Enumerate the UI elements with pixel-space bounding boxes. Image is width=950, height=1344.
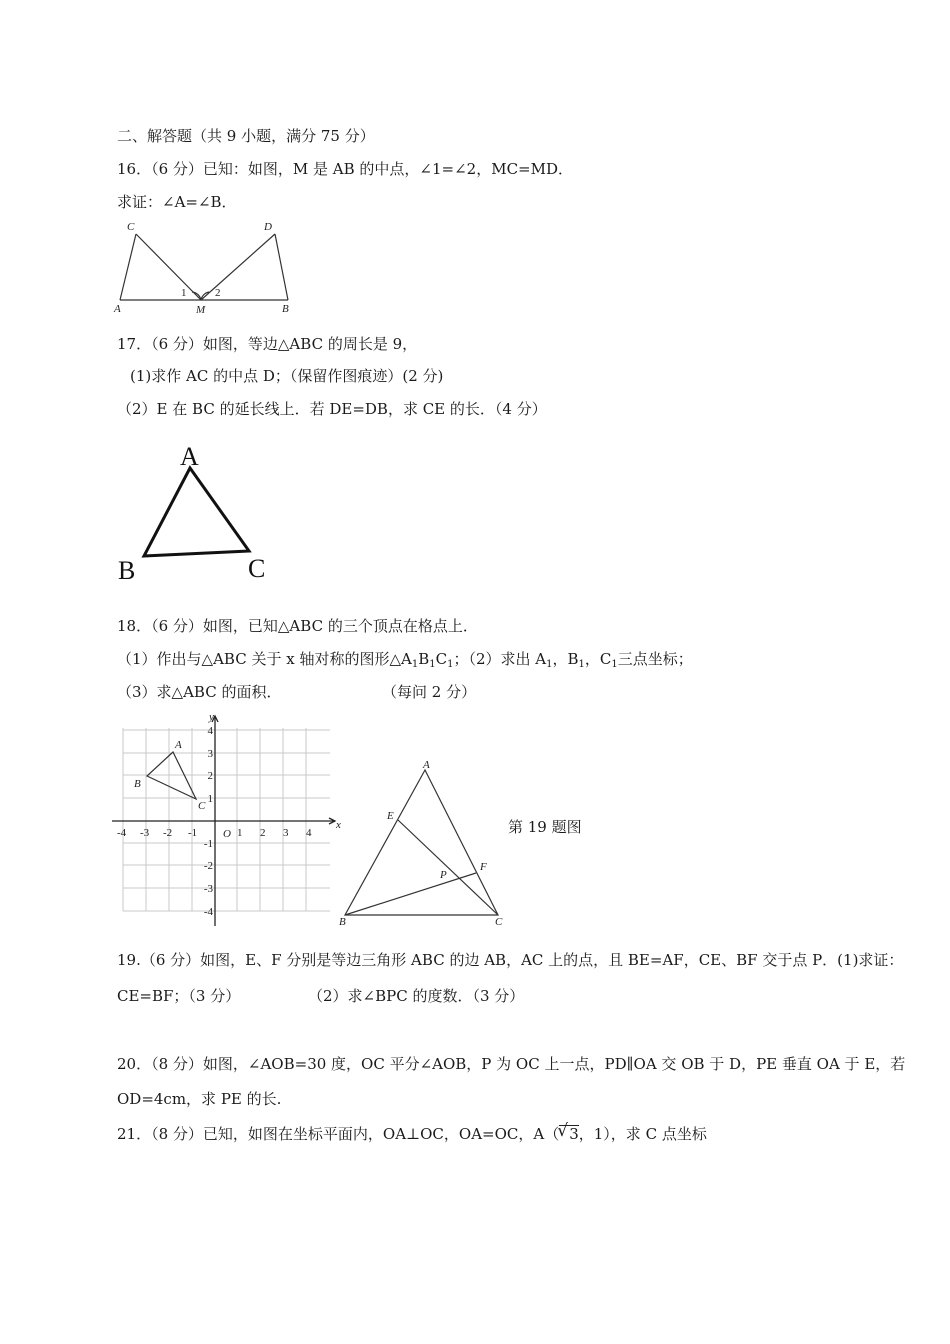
label-C: C [248, 554, 266, 583]
x-tick: 4 [306, 827, 312, 839]
sub: 1 [429, 659, 436, 670]
y-tick: -4 [203, 906, 213, 918]
segment-DB [275, 234, 288, 300]
q19-line1: 19.（6 分）如图，E、F 分别是等边三角形 ABC 的边 AB，AC 上的点，且 BE=AF，CE、BF 交于点 P．(1)求证： [117, 951, 904, 969]
q18-line2-a: （1）作出与△ABC 关于 x 轴对称的图形△A [117, 650, 412, 668]
q18-line3: （3）求△ABC 的面积． [117, 683, 282, 701]
sub: 1 [578, 659, 585, 670]
q18-line3-note: （每问 2 分） [382, 683, 477, 701]
q19-figure [335, 758, 515, 928]
label-E: E [387, 810, 394, 822]
x-tick: -4 [117, 827, 127, 839]
q21-line [117, 1124, 707, 1144]
q17-line3: （2）E 在 BC 的延长线上．若 DE=DB，求 CE 的长．（4 分） [117, 400, 547, 418]
point-A: A [175, 739, 182, 751]
q18-grid-figure [110, 708, 350, 928]
point-C: C [198, 800, 206, 812]
q19-line2a: CE=BF；（3 分） [117, 987, 241, 1005]
q19-figure-caption: 第 19 题图 [508, 818, 582, 836]
sqrt-value: √ 3 [559, 1125, 579, 1142]
x-tick: -1 [188, 827, 198, 839]
q18-line2-f: ，C [584, 650, 612, 668]
x-tick: -2 [163, 827, 173, 839]
q20-line2: OD=4cm，求 PE 的长. [117, 1090, 282, 1108]
q18-line2 [117, 649, 693, 675]
label-C: C [495, 916, 503, 928]
q16-line1: 16．（6 分）已知：如图，M 是 AB 的中点，∠1=∠2，MC=MD． [117, 160, 574, 178]
q18-line2-d: ；（2）求出 A [453, 650, 547, 668]
segment-CM [136, 234, 201, 300]
grid-lines [123, 728, 330, 911]
segment-MD [201, 234, 275, 300]
section-title: 二、解答题（共 9 小题，满分 75 分） [117, 127, 375, 145]
q18-line2-c: C [435, 650, 448, 668]
segment-AC [120, 234, 136, 300]
y-tick: 4 [207, 725, 213, 737]
y-tick: -2 [203, 860, 213, 872]
sub: 1 [546, 659, 553, 670]
label-A: A [423, 759, 430, 771]
sub: 1 [611, 659, 618, 670]
y-axis-label: y [209, 711, 214, 723]
origin-label: O [223, 828, 231, 840]
label-F: F [480, 861, 487, 873]
q18-line2-g: 三点坐标； [617, 650, 693, 668]
x-tick: 2 [260, 827, 266, 839]
label-B: B [339, 916, 346, 928]
label-A: A [114, 303, 121, 315]
q16-figure [110, 218, 300, 318]
q18-line2-b: B [418, 650, 430, 668]
label-angle1: 1 [181, 287, 187, 299]
q17-line1: 17．（6 分）如图，等边△ABC 的周长是 9， [117, 335, 418, 353]
q18-line1: 18．（6 分）如图，已知△ABC 的三个顶点在格点上． [117, 617, 478, 635]
q17-line2: (1)求作 AC 的中点 D；（保留作图痕迹）(2 分) [130, 367, 444, 385]
q17-figure [110, 438, 290, 588]
label-B: B [118, 556, 136, 585]
label-C: C [127, 221, 135, 233]
x-tick: -3 [140, 827, 150, 839]
q16-line2: 求证：∠A=∠B． [117, 193, 237, 211]
label-A: A [180, 442, 199, 471]
q18-line2-e: ，B [552, 650, 579, 668]
label-D: D [264, 221, 272, 233]
label-B: B [282, 303, 289, 315]
sub: 1 [447, 659, 454, 670]
q21-text-a: 21．（8 分）已知，如图在坐标平面内，OA⊥OC，OA=OC，A（ [117, 1125, 560, 1143]
y-tick: 3 [207, 748, 213, 760]
y-tick: 2 [207, 770, 213, 782]
label-M: M [196, 304, 206, 316]
x-tick: 1 [237, 827, 243, 839]
y-tick: -1 [203, 838, 213, 850]
label-angle2: 2 [215, 287, 221, 299]
x-tick: 3 [283, 827, 289, 839]
q20-line1: 20．（8 分）如图，∠AOB=30 度，OC 平分∠AOB，P 为 OC 上一点，PD∥OA 交 OB 于 D，PE 垂直 OA 于 E，若 [117, 1055, 906, 1073]
x-axis-label: x [336, 819, 341, 831]
y-tick: 1 [207, 793, 213, 805]
q21-text-b: ，1），求 C 点坐标 [578, 1125, 707, 1143]
y-tick: -3 [203, 883, 213, 895]
point-B: B [134, 778, 141, 790]
label-P: P [440, 869, 447, 881]
sub: 1 [411, 659, 419, 670]
triangle-ABC [144, 468, 249, 556]
q19-line2b: （2）求∠BPC 的度数．（3 分） [308, 987, 525, 1005]
